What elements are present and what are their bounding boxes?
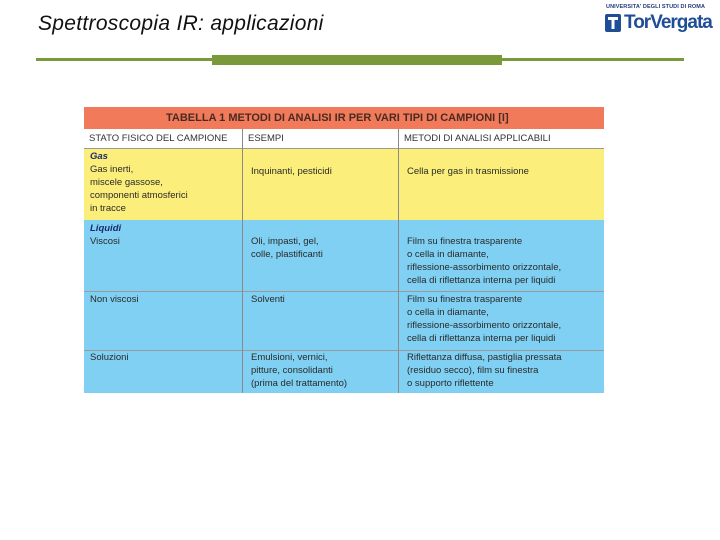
cell-line: componenti atmosferici (90, 190, 188, 201)
row-divider (84, 291, 604, 292)
column-header-examples: ESEMPI (248, 133, 284, 144)
logo-name: TorVergata (624, 12, 712, 33)
table-column-headers (84, 129, 604, 149)
cell-line: cella di riflettanza interna per liquidi (407, 333, 556, 344)
solutions-methods-cell (401, 351, 562, 390)
column-header-state: STATO FISICO DEL CAMPIONE (89, 133, 228, 144)
cell-line: Riflettanza diffusa, pastiglia pressata (407, 352, 562, 363)
cell-line: (prima del trattamento) (251, 378, 348, 389)
table-title: TABELLA 1 METODI DI ANALISI IR PER VARI TIPI DI CAMPIONI [I] (84, 107, 604, 129)
solutions-examples-cell (245, 351, 347, 390)
logo-mark-icon (604, 13, 622, 33)
cell-line: riflessione-assorbimento orizzontale, (407, 320, 562, 331)
university-logo (604, 4, 714, 40)
ir-methods-table (84, 107, 604, 393)
cell-line: Non viscosi (90, 294, 139, 305)
cell-line: colle, plastificanti (251, 249, 323, 260)
cell-line: pitture, consolidanti (251, 365, 333, 376)
nonviscous-methods-cell (401, 293, 561, 345)
cell-line: Soluzioni (90, 352, 129, 363)
cell-line: o cella in diamante, (407, 307, 489, 318)
cell-line: riflessione-assorbimento orizzontale, (407, 262, 562, 273)
cell-line: Inquinanti, pesticidi (251, 166, 332, 177)
nonviscous-examples-cell (245, 293, 285, 306)
nonviscous-state-cell (84, 293, 139, 306)
cell-line: Solventi (251, 294, 285, 305)
column-header-methods: METODI DI ANALISI APPLICABILI (404, 133, 551, 144)
cell-line: Gas inerti, (90, 164, 134, 175)
column-divider (242, 129, 243, 393)
cell-line: Film su finestra trasparente (407, 294, 523, 305)
cell-line: Viscosi (90, 236, 120, 247)
cell-line: Oli, impasti, gel, (251, 236, 319, 247)
cell-line: in tracce (90, 203, 126, 214)
cell-line: Film su finestra trasparente (407, 236, 523, 247)
cell-line: cella di riflettanza interna per liquidi (407, 275, 556, 286)
cell-line: Emulsioni, vernici, (251, 352, 328, 363)
gas-state-cell (84, 163, 188, 215)
slide-title: Spettroscopia IR: applicazioni (38, 12, 324, 35)
title-rule-accent (212, 55, 502, 65)
column-divider (398, 129, 399, 393)
cell-line: Cella per gas in trasmissione (407, 166, 529, 177)
viscous-state-cell (84, 235, 120, 248)
gas-methods-cell (401, 165, 529, 178)
cell-line: o cella in diamante, (407, 249, 489, 260)
cell-line: (residuo secco), film su finestra (407, 365, 539, 376)
cell-line: miscele gassose, (90, 177, 163, 188)
gas-examples-cell (245, 165, 332, 178)
logo-university-line: UNIVERSITA' DEGLI STUDI DI ROMA (606, 4, 706, 10)
viscous-methods-cell (401, 235, 561, 287)
section-label-gas: Gas (90, 151, 108, 162)
section-label-liquids: Liquidi (90, 223, 122, 234)
viscous-examples-cell (245, 235, 323, 261)
solutions-state-cell (84, 351, 129, 364)
cell-line: o supporto riflettente (407, 378, 494, 389)
